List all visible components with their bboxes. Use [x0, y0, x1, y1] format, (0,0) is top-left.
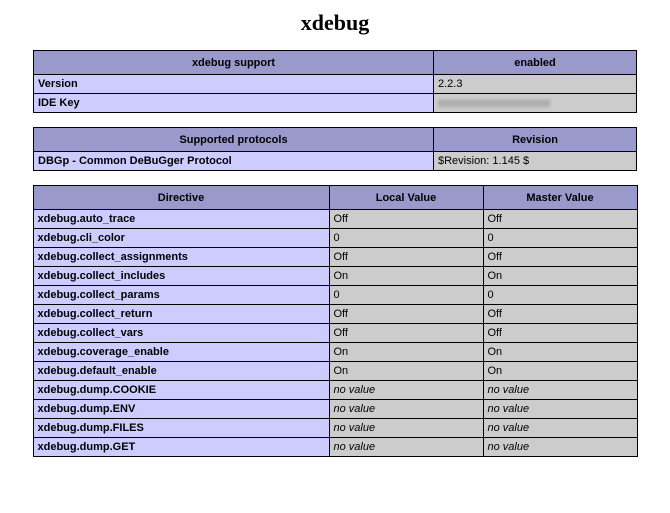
page-container: [0, 10, 670, 457]
directive-master-value: Off: [483, 210, 637, 229]
directive-master-value: Off: [483, 324, 637, 343]
directives-table: [33, 185, 638, 457]
table-header-row: [34, 51, 637, 75]
directive-header: Directive: [33, 186, 329, 210]
directive-local-value: On: [329, 343, 483, 362]
directive-local-value: 0: [329, 286, 483, 305]
directive-master-value: no value: [483, 381, 637, 400]
local-value-header: Local Value: [329, 186, 483, 210]
table-row: [33, 210, 637, 229]
directive-local-value: no value: [329, 438, 483, 457]
protocol-revision: $Revision: 1.145 $: [434, 152, 637, 171]
support-header-label: xdebug support: [34, 51, 434, 75]
table-row: [33, 305, 637, 324]
protocol-name: DBGp - Common DeBuGger Protocol: [34, 152, 434, 171]
support-row-name: Version: [34, 75, 434, 94]
table-header-row: [33, 186, 637, 210]
table-header-row: [34, 128, 637, 152]
directive-name: xdebug.cli_color: [33, 229, 329, 248]
directive-name: xdebug.coverage_enable: [33, 343, 329, 362]
directive-name: xdebug.collect_assignments: [33, 248, 329, 267]
table-row: [33, 419, 637, 438]
directive-master-value: On: [483, 362, 637, 381]
table-row: [33, 286, 637, 305]
directive-name: xdebug.dump.GET: [33, 438, 329, 457]
directive-local-value: Off: [329, 210, 483, 229]
directive-master-value: 0: [483, 229, 637, 248]
directive-master-value: Off: [483, 305, 637, 324]
table-row: [33, 362, 637, 381]
table-row: [33, 400, 637, 419]
directive-master-value: On: [483, 343, 637, 362]
support-row-value: [434, 94, 637, 113]
directive-local-value: Off: [329, 248, 483, 267]
table-row: [33, 324, 637, 343]
page-title: xdebug: [300, 10, 370, 35]
table-row: [33, 267, 637, 286]
directive-master-value: 0: [483, 286, 637, 305]
directive-local-value: Off: [329, 324, 483, 343]
directive-local-value: On: [329, 362, 483, 381]
directive-local-value: no value: [329, 419, 483, 438]
table-row: [33, 381, 637, 400]
support-header-status: enabled: [434, 51, 637, 75]
table-row: [33, 438, 637, 457]
directive-name: xdebug.auto_trace: [33, 210, 329, 229]
directive-master-value: no value: [483, 419, 637, 438]
directive-name: xdebug.collect_includes: [33, 267, 329, 286]
directive-name: xdebug.dump.COOKIE: [33, 381, 329, 400]
directive-master-value: no value: [483, 438, 637, 457]
directive-master-value: Off: [483, 248, 637, 267]
table-row: [34, 94, 637, 113]
directive-name: xdebug.collect_vars: [33, 324, 329, 343]
support-row-name: IDE Key: [34, 94, 434, 113]
directive-local-value: 0: [329, 229, 483, 248]
protocols-header-revision: Revision: [434, 128, 637, 152]
table-row: [34, 75, 637, 94]
directive-local-value: Off: [329, 305, 483, 324]
directive-name: xdebug.dump.FILES: [33, 419, 329, 438]
table-row: [33, 343, 637, 362]
xdebug-support-table: [33, 50, 637, 113]
directive-local-value: no value: [329, 381, 483, 400]
directive-name: xdebug.collect_params: [33, 286, 329, 305]
directive-local-value: no value: [329, 400, 483, 419]
protocols-header-label: Supported protocols: [34, 128, 434, 152]
directive-name: xdebug.default_enable: [33, 362, 329, 381]
support-row-value: 2.2.3: [434, 75, 637, 94]
directive-local-value: On: [329, 267, 483, 286]
directive-name: xdebug.collect_return: [33, 305, 329, 324]
table-row: [33, 229, 637, 248]
master-value-header: Master Value: [483, 186, 637, 210]
directive-master-value: no value: [483, 400, 637, 419]
table-row: [33, 248, 637, 267]
directive-name: xdebug.dump.ENV: [33, 400, 329, 419]
table-row: [34, 152, 637, 171]
directive-master-value: On: [483, 267, 637, 286]
redacted-value: [438, 99, 550, 108]
supported-protocols-table: [33, 127, 637, 171]
